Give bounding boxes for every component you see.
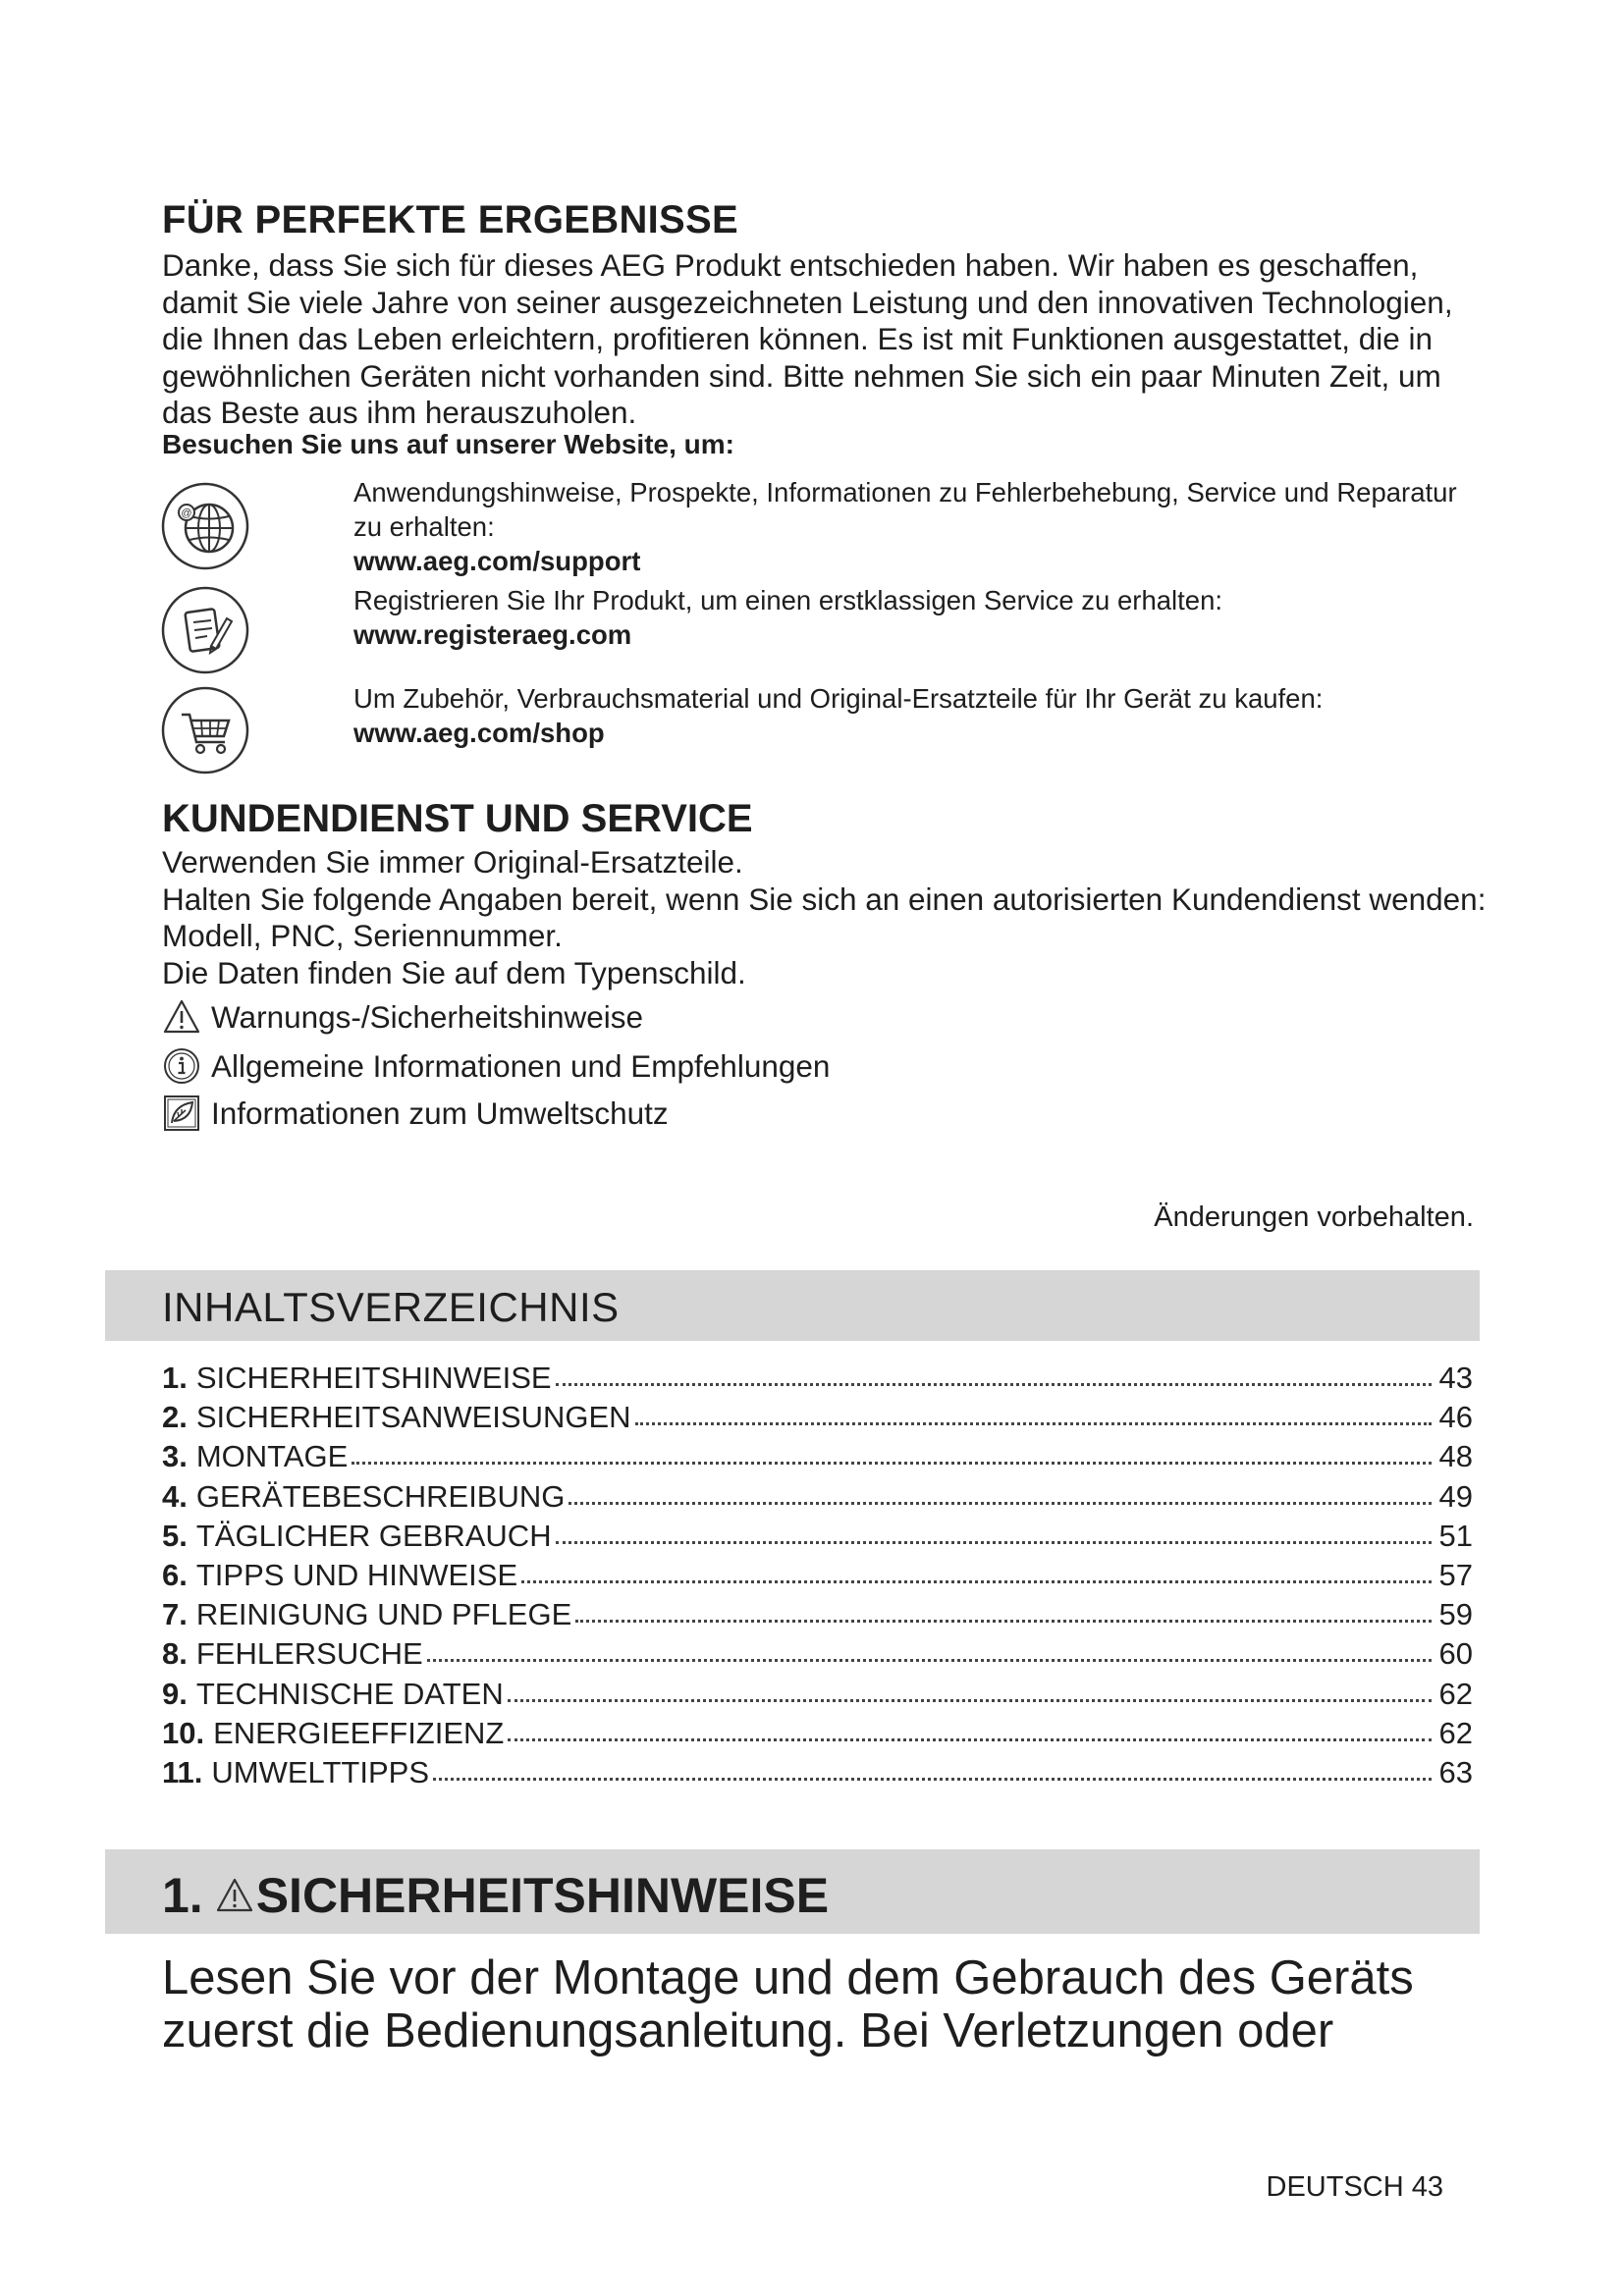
toc-item-page: 48 bbox=[1438, 1439, 1473, 1474]
section1-title-text: SICHERHEITSHINWEISE bbox=[255, 1868, 830, 1923]
toc-leader-dots bbox=[575, 1620, 1432, 1623]
intro-text: Danke, dass Sie sich für dieses AEG Produkt entschieden haben. Wir haben es geschaffen, damit Sie viele Jahre von seiner ausgezeichneten Leistung und den innovativen Technologien, die Ihnen das Leben erleichtern, profitieren können. Es ist mit Funktionen ausgestattet, die in gewöhnlichen Geräten nicht vorhanden sind. Bitte nehmen Sie sich ein paar Minuten Zeit, um das Beste aus ihm herauszuholen. bbox=[162, 247, 1453, 430]
toc-item[interactable] bbox=[162, 1439, 1473, 1478]
legend-warning-label: Warnungs-/Sicherheitshinweise bbox=[211, 998, 644, 1035]
link-register bbox=[353, 583, 1492, 652]
environment-leaf-icon bbox=[162, 1094, 201, 1133]
link-shop bbox=[353, 681, 1492, 750]
section1-number: 1. bbox=[162, 1868, 203, 1923]
toc-item-label: UMWELTTIPPS bbox=[211, 1754, 429, 1789]
footer-language: DEUTSCH bbox=[1266, 2171, 1404, 2203]
toc-leader-dots bbox=[508, 1699, 1432, 1702]
toc-item-label: ENERGIEEFFIZIENZ bbox=[213, 1715, 505, 1750]
toc-item-number: 10. bbox=[162, 1715, 205, 1750]
toc-leader-dots bbox=[635, 1422, 1432, 1425]
link-support-description: Anwendungshinweise, Prospekte, Informationen zu Fehlerbehebung, Service und Reparatur zu erhalten: bbox=[353, 477, 1457, 542]
toc-item-label: SICHERHEITSANWEISUNGEN bbox=[195, 1400, 631, 1435]
toc-item-page: 49 bbox=[1438, 1478, 1473, 1514]
toc-item[interactable] bbox=[162, 1479, 1473, 1519]
toc-item-label: TIPPS UND HINWEISE bbox=[195, 1557, 518, 1592]
toc-leader-dots bbox=[508, 1738, 1432, 1741]
toc-item[interactable] bbox=[162, 1400, 1473, 1439]
toc-item-label: GERÄTEBESCHREIBUNG bbox=[195, 1478, 566, 1514]
toc-item-number: 9. bbox=[162, 1676, 188, 1711]
legend-environment bbox=[162, 1094, 669, 1133]
warning-triangle-icon bbox=[215, 1876, 254, 1915]
toc-item[interactable] bbox=[162, 1597, 1473, 1636]
warning-triangle-icon bbox=[162, 997, 201, 1037]
toc-item-page: 62 bbox=[1438, 1676, 1473, 1711]
toc-item[interactable] bbox=[162, 1519, 1473, 1558]
toc-leader-dots bbox=[433, 1778, 1432, 1781]
toc-item-label: SICHERHEITSHINWEISE bbox=[195, 1361, 552, 1395]
section1-header-bar bbox=[105, 1849, 1480, 1934]
toc-item[interactable] bbox=[162, 1716, 1473, 1755]
toc-item-page: 51 bbox=[1438, 1518, 1473, 1553]
service-line: Halten Sie folgende Angaben bereit, wenn Sie sich an einen autorisierten Kundendienst wenden: Modell, PNC, Seriennummer. bbox=[162, 881, 1487, 953]
toc-item-number: 1. bbox=[162, 1361, 188, 1395]
toc-leader-dots bbox=[521, 1580, 1432, 1583]
toc-item-page: 43 bbox=[1438, 1361, 1473, 1395]
toc-item-number: 3. bbox=[162, 1439, 188, 1474]
section1-lead-text: Lesen Sie vor der Montage und dem Gebrauch des Geräts zuerst die Bedienungsanleitung. Bei Verletzungen oder bbox=[162, 1951, 1414, 2057]
toc-item-page: 57 bbox=[1438, 1557, 1473, 1592]
toc-item-label: FEHLERSUCHE bbox=[195, 1636, 423, 1672]
service-heading: KUNDENDIENST UND SERVICE bbox=[162, 797, 753, 840]
intro-heading: FÜR PERFEKTE ERGEBNISSE bbox=[162, 198, 738, 241]
toc-item[interactable] bbox=[162, 1558, 1473, 1597]
toc-item-page: 62 bbox=[1438, 1715, 1473, 1750]
toc-item[interactable] bbox=[162, 1361, 1473, 1400]
toc-item-label: TÄGLICHER GEBRAUCH bbox=[195, 1518, 552, 1553]
toc-item-number: 6. bbox=[162, 1557, 188, 1592]
link-register-url[interactable]: www.registeraeg.com bbox=[353, 619, 632, 650]
toc-item-label: REINIGUNG UND PFLEGE bbox=[195, 1597, 572, 1632]
toc-leader-dots bbox=[556, 1383, 1432, 1386]
toc-list bbox=[162, 1361, 1473, 1794]
toc-item-page: 59 bbox=[1438, 1597, 1473, 1632]
link-shop-description: Um Zubehör, Verbrauchsmaterial und Original-Ersatzteile für Ihr Gerät zu kaufen: bbox=[353, 683, 1324, 714]
legend-info bbox=[162, 1046, 830, 1086]
toc-item-number: 5. bbox=[162, 1518, 188, 1553]
toc-item-number: 4. bbox=[162, 1478, 188, 1514]
toc-item[interactable] bbox=[162, 1636, 1473, 1676]
register-document-icon bbox=[160, 585, 250, 675]
toc-item-page: 63 bbox=[1438, 1754, 1473, 1789]
link-register-description: Registrieren Sie Ihr Produkt, um einen erstklassigen Service zu erhalten: bbox=[353, 585, 1223, 615]
footer-page-number: 43 bbox=[1411, 2171, 1443, 2203]
service-line: Verwenden Sie immer Original-Ersatzteile. bbox=[162, 844, 743, 880]
link-support-url[interactable]: www.aeg.com/support bbox=[353, 546, 641, 576]
section1-title bbox=[162, 1867, 829, 1924]
toc-title: INHALTSVERZEICHNIS bbox=[162, 1284, 620, 1330]
toc-item-label: MONTAGE bbox=[195, 1439, 349, 1474]
toc-item-number: 11. bbox=[162, 1754, 203, 1789]
service-line: Die Daten finden Sie auf dem Typenschild. bbox=[162, 954, 746, 990]
toc-item-page: 60 bbox=[1438, 1636, 1473, 1672]
info-icon bbox=[162, 1046, 201, 1086]
service-text bbox=[162, 844, 1497, 991]
svg-text:@: @ bbox=[181, 507, 192, 519]
toc-item-page: 46 bbox=[1438, 1400, 1473, 1435]
toc-item[interactable] bbox=[162, 1677, 1473, 1716]
page-footer bbox=[1267, 2171, 1444, 2204]
toc-item[interactable] bbox=[162, 1755, 1473, 1794]
legend-environment-label: Informationen zum Umweltschutz bbox=[211, 1095, 669, 1131]
toc-item-number: 8. bbox=[162, 1636, 188, 1672]
link-shop-url[interactable]: www.aeg.com/shop bbox=[353, 718, 605, 748]
shopping-cart-icon bbox=[160, 685, 250, 775]
link-support bbox=[353, 475, 1492, 578]
changes-note: Änderungen vorbehalten. bbox=[1154, 1201, 1474, 1233]
toc-item-number: 2. bbox=[162, 1400, 188, 1435]
toc-leader-dots bbox=[427, 1659, 1432, 1662]
globe-web-icon bbox=[160, 481, 250, 571]
legend-info-label: Allgemeine Informationen und Empfehlungen bbox=[211, 1047, 831, 1084]
toc-item-number: 7. bbox=[162, 1597, 188, 1632]
visit-label: Besuchen Sie uns auf unserer Website, um: bbox=[162, 429, 734, 459]
toc-item-label: TECHNISCHE DATEN bbox=[195, 1676, 504, 1711]
toc-header-bar bbox=[105, 1270, 1480, 1341]
toc-leader-dots bbox=[556, 1541, 1432, 1544]
toc-leader-dots bbox=[568, 1502, 1432, 1505]
toc-leader-dots bbox=[352, 1462, 1432, 1465]
legend-warning bbox=[162, 997, 643, 1037]
